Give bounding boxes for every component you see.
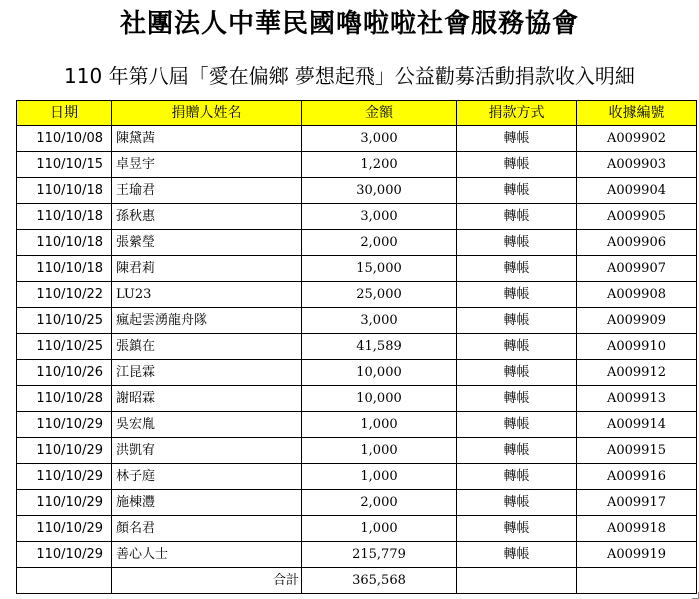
cell-receipt: A009905 [577, 204, 697, 230]
cell-date: 110/10/29 [17, 516, 112, 542]
cell-method: 轉帳 [457, 516, 577, 542]
total-empty-cell [457, 568, 577, 594]
cell-donor: 林子庭 [112, 464, 302, 490]
cell-receipt: A009904 [577, 178, 697, 204]
cell-method: 轉帳 [457, 204, 577, 230]
cell-amount: 3,000 [302, 204, 457, 230]
cell-amount: 215,779 [302, 542, 457, 568]
cell-donor: 吳宏胤 [112, 412, 302, 438]
cell-amount: 1,000 [302, 438, 457, 464]
cell-amount: 3,000 [302, 126, 457, 152]
cell-method: 轉帳 [457, 334, 577, 360]
cell-donor: 卓昱宇 [112, 152, 302, 178]
table-row [17, 178, 697, 204]
cell-receipt: A009915 [577, 438, 697, 464]
cell-receipt: A009906 [577, 230, 697, 256]
cell-method: 轉帳 [457, 360, 577, 386]
cell-donor: 陳君莉 [112, 256, 302, 282]
cell-receipt: A009910 [577, 334, 697, 360]
cell-date: 110/10/28 [17, 386, 112, 412]
cell-date: 110/10/18 [17, 230, 112, 256]
cell-amount: 10,000 [302, 360, 457, 386]
cell-amount: 2,000 [302, 490, 457, 516]
cell-amount: 2,000 [302, 230, 457, 256]
header-receipt: 收據編號 [577, 101, 697, 126]
table-row [17, 438, 697, 464]
table-row [17, 542, 697, 568]
cell-receipt: A009908 [577, 282, 697, 308]
table-row [17, 308, 697, 334]
header-amount: 金額 [302, 101, 457, 126]
table-row [17, 282, 697, 308]
cell-receipt: A009918 [577, 516, 697, 542]
total-row [17, 568, 697, 594]
cell-donor: 洪凱宥 [112, 438, 302, 464]
cell-receipt: A009913 [577, 386, 697, 412]
table-row [17, 360, 697, 386]
cell-receipt: A009907 [577, 256, 697, 282]
total-empty-cell [17, 568, 112, 594]
cell-amount: 1,200 [302, 152, 457, 178]
cell-amount: 15,000 [302, 256, 457, 282]
cell-receipt: A009916 [577, 464, 697, 490]
cell-donor: 顏名君 [112, 516, 302, 542]
cell-date: 110/10/29 [17, 490, 112, 516]
document-subtitle: 110 年第八屆「愛在偏鄉 夢想起飛」公益勸募活動捐款收入明細 [64, 64, 635, 88]
cell-method: 轉帳 [457, 178, 577, 204]
cell-donor: 江昆霖 [112, 360, 302, 386]
cell-date: 110/10/22 [17, 282, 112, 308]
cell-amount: 3,000 [302, 308, 457, 334]
cell-date: 110/10/29 [17, 464, 112, 490]
cell-date: 110/10/29 [17, 438, 112, 464]
header-donor: 捐贈人姓名 [112, 101, 302, 126]
cell-receipt: A009902 [577, 126, 697, 152]
cell-donor: 善心人士 [112, 542, 302, 568]
cell-amount: 1,000 [302, 516, 457, 542]
total-empty-cell [577, 568, 697, 594]
header-method: 捐款方式 [457, 101, 577, 126]
cell-method: 轉帳 [457, 464, 577, 490]
table-body [17, 126, 697, 568]
donation-table [16, 100, 697, 594]
cell-donor: 陳黛茜 [112, 126, 302, 152]
cell-method: 轉帳 [457, 282, 577, 308]
cell-date: 110/10/29 [17, 412, 112, 438]
cell-receipt: A009912 [577, 360, 697, 386]
table-row [17, 464, 697, 490]
cell-receipt: A009919 [577, 542, 697, 568]
cell-donor: 王瑜君 [112, 178, 302, 204]
cell-amount: 1,000 [302, 412, 457, 438]
cell-method: 轉帳 [457, 490, 577, 516]
table-row [17, 152, 697, 178]
cell-method: 轉帳 [457, 126, 577, 152]
page-corner-mark [692, 592, 699, 599]
header-date: 日期 [17, 101, 112, 126]
cell-method: 轉帳 [457, 256, 577, 282]
table-row [17, 386, 697, 412]
cell-receipt: A009917 [577, 490, 697, 516]
cell-date: 110/10/29 [17, 542, 112, 568]
table-row [17, 334, 697, 360]
table-row [17, 412, 697, 438]
cell-donor: 張鎮在 [112, 334, 302, 360]
cell-date: 110/10/26 [17, 360, 112, 386]
cell-method: 轉帳 [457, 230, 577, 256]
cell-date: 110/10/08 [17, 126, 112, 152]
cell-amount: 25,000 [302, 282, 457, 308]
cell-date: 110/10/25 [17, 308, 112, 334]
total-amount: 365,568 [302, 568, 457, 594]
cell-method: 轉帳 [457, 438, 577, 464]
cell-amount: 1,000 [302, 464, 457, 490]
table-row [17, 256, 697, 282]
table-row [17, 516, 697, 542]
cell-donor: LU23 [112, 282, 302, 308]
cell-date: 110/10/18 [17, 178, 112, 204]
table-row [17, 490, 697, 516]
table-header-row [17, 101, 697, 126]
cell-method: 轉帳 [457, 412, 577, 438]
cell-donor: 孫秋惠 [112, 204, 302, 230]
total-label: 合計 [112, 568, 302, 594]
cell-amount: 30,000 [302, 178, 457, 204]
cell-amount: 41,589 [302, 334, 457, 360]
table-row [17, 230, 697, 256]
cell-receipt: A009909 [577, 308, 697, 334]
table-row [17, 204, 697, 230]
cell-receipt: A009903 [577, 152, 697, 178]
table-row [17, 126, 697, 152]
cell-amount: 10,000 [302, 386, 457, 412]
cell-donor: 瘋起雲湧龍舟隊 [112, 308, 302, 334]
cell-donor: 施棟灃 [112, 490, 302, 516]
cell-method: 轉帳 [457, 152, 577, 178]
document-title: 社團法人中華民國嚕啦啦社會服務協會 [119, 9, 579, 39]
cell-donor: 謝昭霖 [112, 386, 302, 412]
cell-receipt: A009914 [577, 412, 697, 438]
cell-donor: 張縈瑩 [112, 230, 302, 256]
cell-date: 110/10/18 [17, 256, 112, 282]
cell-method: 轉帳 [457, 308, 577, 334]
cell-method: 轉帳 [457, 542, 577, 568]
cell-date: 110/10/18 [17, 204, 112, 230]
cell-date: 110/10/25 [17, 334, 112, 360]
cell-date: 110/10/15 [17, 152, 112, 178]
cell-method: 轉帳 [457, 386, 577, 412]
